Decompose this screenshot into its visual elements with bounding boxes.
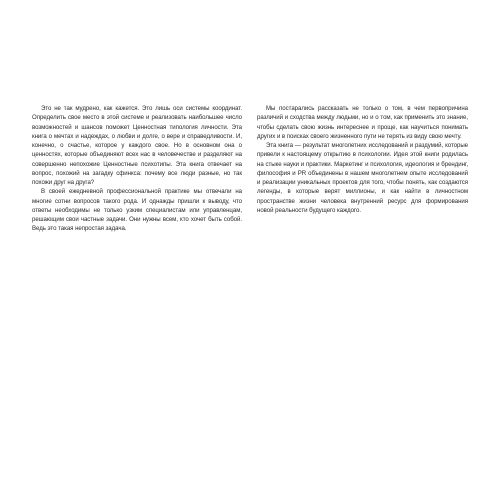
left-text-column [32, 104, 242, 234]
paragraph: Эта книга — результат многолетних исследований и раздумий, которые привели к настоящему открытию в психологии. Идея этой книги родилась на стыке науки и практики. Маркетинг и психология, идеология и брендинг, философия и PR объединены в нашем многолетнем опыте исследований и реализации уникальных проектов для того, чтобы понять, как создаются легенды, в которые верят миллионы, и как найти в личностном пространстве жизни человека внутренний ресурс для формирования новой реальности будущего каждого. [257, 142, 468, 214]
paragraph: Это не так мудрено, как кажется. Это лишь оси системы координат. Определить свое место в этой системе и реализовать наибольшее число возможностей и шансов поможет Ценностная типология личности. Эта книга о мечтах и надеждах, о любви и долге, о вере и справедливости. И, конечно, о счастье, которое у каждого свое. Но в основном она о ценностях, которые объединяют всех нас в человечестве и разделяют на совершенно непохожие Ценностные психотипы. Эта книга отвечает на вопрос, похожий на загадку сфинкса: почему все люди разные, но так похожи друг на друга? [32, 105, 242, 186]
right-text-column [257, 104, 468, 215]
paragraph: В своей ежедневной профессиональной практике мы отвечали на многие сотни вопросов такого рода. И однажды пришли к выводу, что ответы необходимы не только узким специалистам или управленцам, решающим свои частные задачи. Они нужны всем, кто хочет быть собой. Ведь это такая непростая задача. [32, 188, 242, 233]
paragraph: Мы постарались рассказать не только о том, в чем первопричина различий и сходства между людьми, но и о том, как применить это знание, чтобы сделать свою жизнь интереснее и проще, как научиться понимать других и в поисках своего жизненного пути не терять из виду свою мечту. [257, 105, 468, 140]
